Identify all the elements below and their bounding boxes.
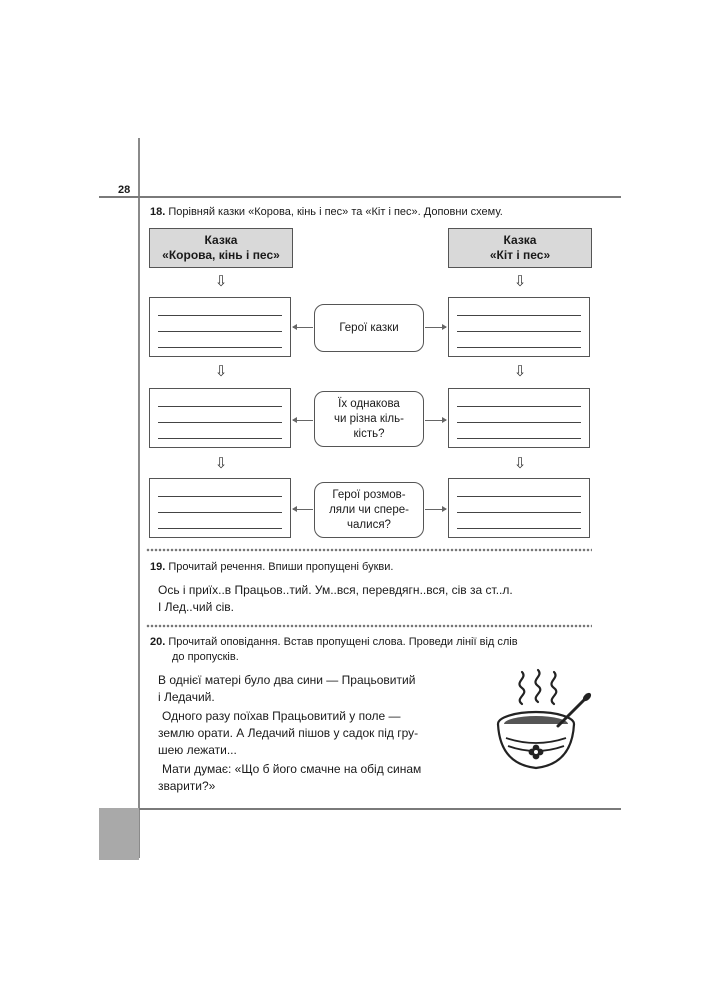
task18-number: 18. — [150, 206, 166, 218]
header-rule — [99, 196, 621, 198]
right-arrow-icon — [425, 509, 446, 510]
down-arrow-icon: ⇩ — [513, 363, 527, 380]
question-text-line: Герої розмов- — [332, 488, 406, 501]
down-arrow-icon: ⇩ — [513, 455, 527, 472]
story-paragraph — [158, 708, 478, 759]
answer-box-right[interactable] — [448, 297, 590, 357]
right-tale-label: Казка — [503, 233, 537, 247]
right-arrow-icon — [425, 420, 446, 421]
task20-instruction-cont: до пропусків. — [172, 651, 239, 663]
story-line: Мати думає: «Що б його смачне на обід синам — [162, 762, 422, 776]
question-text: Герої казки — [339, 321, 399, 334]
story-line: В однієї матері було два сини — Працьовитий — [158, 673, 416, 687]
task18-title — [150, 205, 503, 220]
question-text-line: чи різна кіль- — [334, 412, 404, 425]
dotted-separator — [146, 624, 592, 628]
right-arrow-icon — [425, 327, 446, 328]
story-paragraph — [158, 761, 478, 795]
down-arrow-icon: ⇩ — [513, 273, 527, 290]
story-line: і Ледачий. — [158, 690, 215, 704]
dotted-separator — [146, 548, 592, 552]
question-text-line: чалися? — [347, 518, 391, 531]
left-arrow-icon — [293, 327, 313, 328]
story-line: зварити?» — [158, 779, 216, 793]
task19-sentence — [158, 582, 598, 616]
left-arrow-icon — [293, 509, 313, 510]
story-line: Одного разу поїхав Працьовитий у поле — — [162, 709, 401, 723]
story-paragraph — [158, 672, 478, 706]
story-line: шею лежати... — [158, 743, 237, 757]
down-arrow-icon: ⇩ — [214, 363, 228, 380]
task20-title — [150, 635, 600, 665]
task18-instruction: Порівняй казки «Корова, кінь і пес» та «Кіт і пес». Доповни схему. — [168, 206, 503, 218]
question-text-line: кість? — [353, 427, 385, 440]
soup-bowl-icon — [488, 668, 600, 780]
task19-number: 19. — [150, 561, 166, 573]
margin-vertical-line — [138, 138, 140, 858]
left-arrow-icon — [293, 420, 313, 421]
answer-box-left[interactable] — [149, 297, 291, 357]
answer-box-left[interactable] — [149, 388, 291, 448]
page-number: 28 — [118, 184, 131, 196]
down-arrow-icon: ⇩ — [214, 455, 228, 472]
answer-box-right[interactable] — [448, 478, 590, 538]
left-tale-label: Казка — [204, 233, 238, 247]
down-arrow-icon: ⇩ — [214, 273, 228, 290]
task20-story — [158, 672, 478, 795]
question-text-line: Їх однакова — [338, 397, 400, 410]
right-tale-title: «Кіт і пес» — [489, 248, 551, 262]
right-tale-header — [448, 228, 592, 268]
task19-title — [150, 560, 393, 575]
task19-line: І Лед..чий сів. — [158, 600, 234, 614]
footer-rule — [139, 808, 621, 810]
margin-gray-block — [99, 808, 139, 860]
story-line: землю орати. А Ледачий пішов у садок під гру- — [158, 726, 419, 740]
left-tale-title: «Корова, кінь і пес» — [162, 248, 280, 262]
question-text-line: ляли чи спере- — [329, 503, 409, 516]
task20-instruction: Прочитай оповідання. Встав пропущені слова. Проведи лінії від слів — [168, 636, 518, 648]
task19-line: Ось і приїх..в Працьов..тий. Ум..вся, перевдягн..вся, сів за ст..л. — [158, 583, 513, 597]
task19-instruction: Прочитай речення. Впиши пропущені букви. — [168, 561, 394, 573]
task20-number: 20. — [150, 636, 166, 648]
answer-box-left[interactable] — [149, 478, 291, 538]
left-tale-header — [149, 228, 293, 268]
question-box — [314, 304, 424, 352]
question-box — [314, 391, 424, 447]
answer-box-right[interactable] — [448, 388, 590, 448]
question-box — [314, 482, 424, 538]
